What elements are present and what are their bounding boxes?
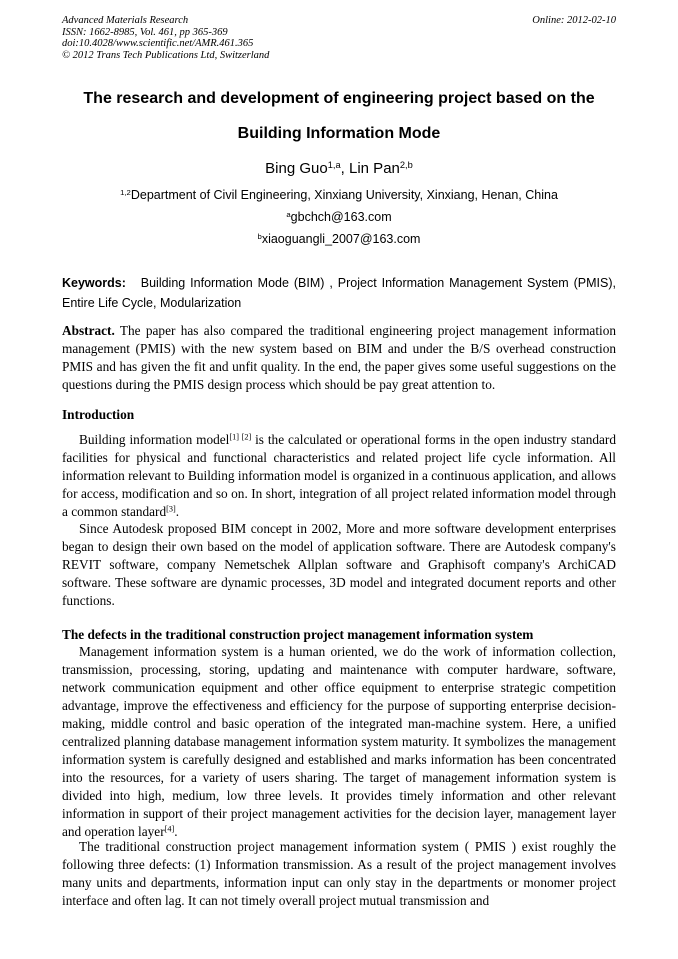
online-date: Online: 2012-02-10 <box>532 15 616 26</box>
doi-line: doi:10.4028/www.scientific.net/AMR.461.365 <box>62 38 254 50</box>
defects-p1-text-a: Management information system is a human oriented, we do the work of information collection, transmission, processing, storing, updating and maintenance with computer hardware, software, network communication equipment and other office equipment to enterprise strategic competition advantage, improve the effectiveness and efficiency for the purpose of supporting enterprise decision-making, middle control and basic operation of the integrated man-machine system. Here, a unified centralized planning database management information system maturity. It symbolizes the management information system is carefully designed and established and marks information has been concentrated into the resources, for a variety of users sharing. The target of management information system is divided into high, medium, low three levels. It provides timely information and other relevant information in support of their project management activities for the decision layer, management layer and operation layer <box>62 644 616 839</box>
email-a-marker: a <box>286 209 291 219</box>
author-2-affiliation-marker: 2,b <box>399 159 413 170</box>
issn-line: ISSN: 1662-8985, Vol. 461, pp 365-369 <box>62 26 228 38</box>
intro-paragraph-2: Since Autodesk proposed BIM concept in 2002, More and more software development enterprises began to design their own based on the model of application software. There are Autodesk company's REVIT software, company Nemetschek Allplan software and Graphisoft company's ArchiCAD software. These software are dynamic processes, 3D model and integrated document reports and other functions. <box>62 521 616 608</box>
email-a: gbchch@163.com <box>290 210 392 224</box>
citation-1-2: [1] [2] <box>229 432 252 442</box>
author-separator: , <box>340 160 349 177</box>
paper-title-line-1: The research and development of engineering project based on the <box>83 90 595 107</box>
abstract-text: The paper has also compared the traditional engineering project management information management (PMIS) with the new system based on BIM and under the B/S overhead construction PMIS and has given the fit and unfit quality. In the end, the paper gives some useful suggestions on the questions during the PMIS design process which should be pay great attention to. <box>62 323 616 392</box>
journal-header <box>62 15 616 61</box>
author-1-name: Bing Guo <box>265 160 328 177</box>
affiliation-line <box>62 188 616 202</box>
intro-p1-text-b: is the calculated or operational forms in the open industry standard facilities for physical and functional characteristics and related project life cycle information. All information relevant to Building information model is organized in a continuous application, and allows for access, modification and so on. In short, integration of all project related information model through a common standard <box>62 432 617 519</box>
keywords-block <box>62 273 616 313</box>
citation-3: [3] <box>166 504 176 514</box>
intro-p1-text-c: . <box>175 504 180 519</box>
keywords-text: Building Information Mode (BIM) , Project Information Management System (PMIS), Entire Life Cycle, Modularization <box>62 276 616 310</box>
intro-paragraph-1 <box>62 431 616 521</box>
paper-title-line-2: Building Information Mode <box>237 125 441 142</box>
journal-name: Advanced Materials Research <box>62 15 189 26</box>
defects-p1-text-c: . <box>174 824 178 839</box>
email-a-line <box>62 210 616 224</box>
email-b-marker: b <box>257 231 262 241</box>
citation-4: [4] <box>164 824 175 834</box>
defects-paragraph-1 <box>62 643 616 841</box>
abstract-block <box>62 322 616 394</box>
email-b-line <box>62 232 616 246</box>
defects-paragraph-2: The traditional construction project management information system ( PMIS ) exist roughly the following three defects: (1) Information transmission. As a result of the project management involves many units and departments, information input can only stay in the departments or monomer project interface and often lag. It can not timely overall project mutual transmission and <box>62 839 616 908</box>
abstract-label: Abstract. <box>62 323 115 338</box>
author-list <box>62 160 616 177</box>
copyright-line: © 2012 Trans Tech Publications Ltd, Switzerland <box>62 49 270 61</box>
section-heading-introduction: Introduction <box>62 407 135 422</box>
keywords-label: Keywords: <box>62 276 126 290</box>
author-1-affiliation-marker: 1,a <box>327 159 341 170</box>
intro-p1-text-a: Building information model <box>79 432 230 447</box>
email-b: xiaoguangli_2007@163.com <box>261 232 421 246</box>
author-2-name: Lin Pan <box>349 160 400 177</box>
affiliation-marker: 1,2 <box>120 187 131 197</box>
affiliation-text: Department of Civil Engineering, Xinxiang University, Xinxiang, Henan, China <box>130 188 558 202</box>
section-heading-defects: The defects in the traditional construction project management information system <box>62 627 534 642</box>
